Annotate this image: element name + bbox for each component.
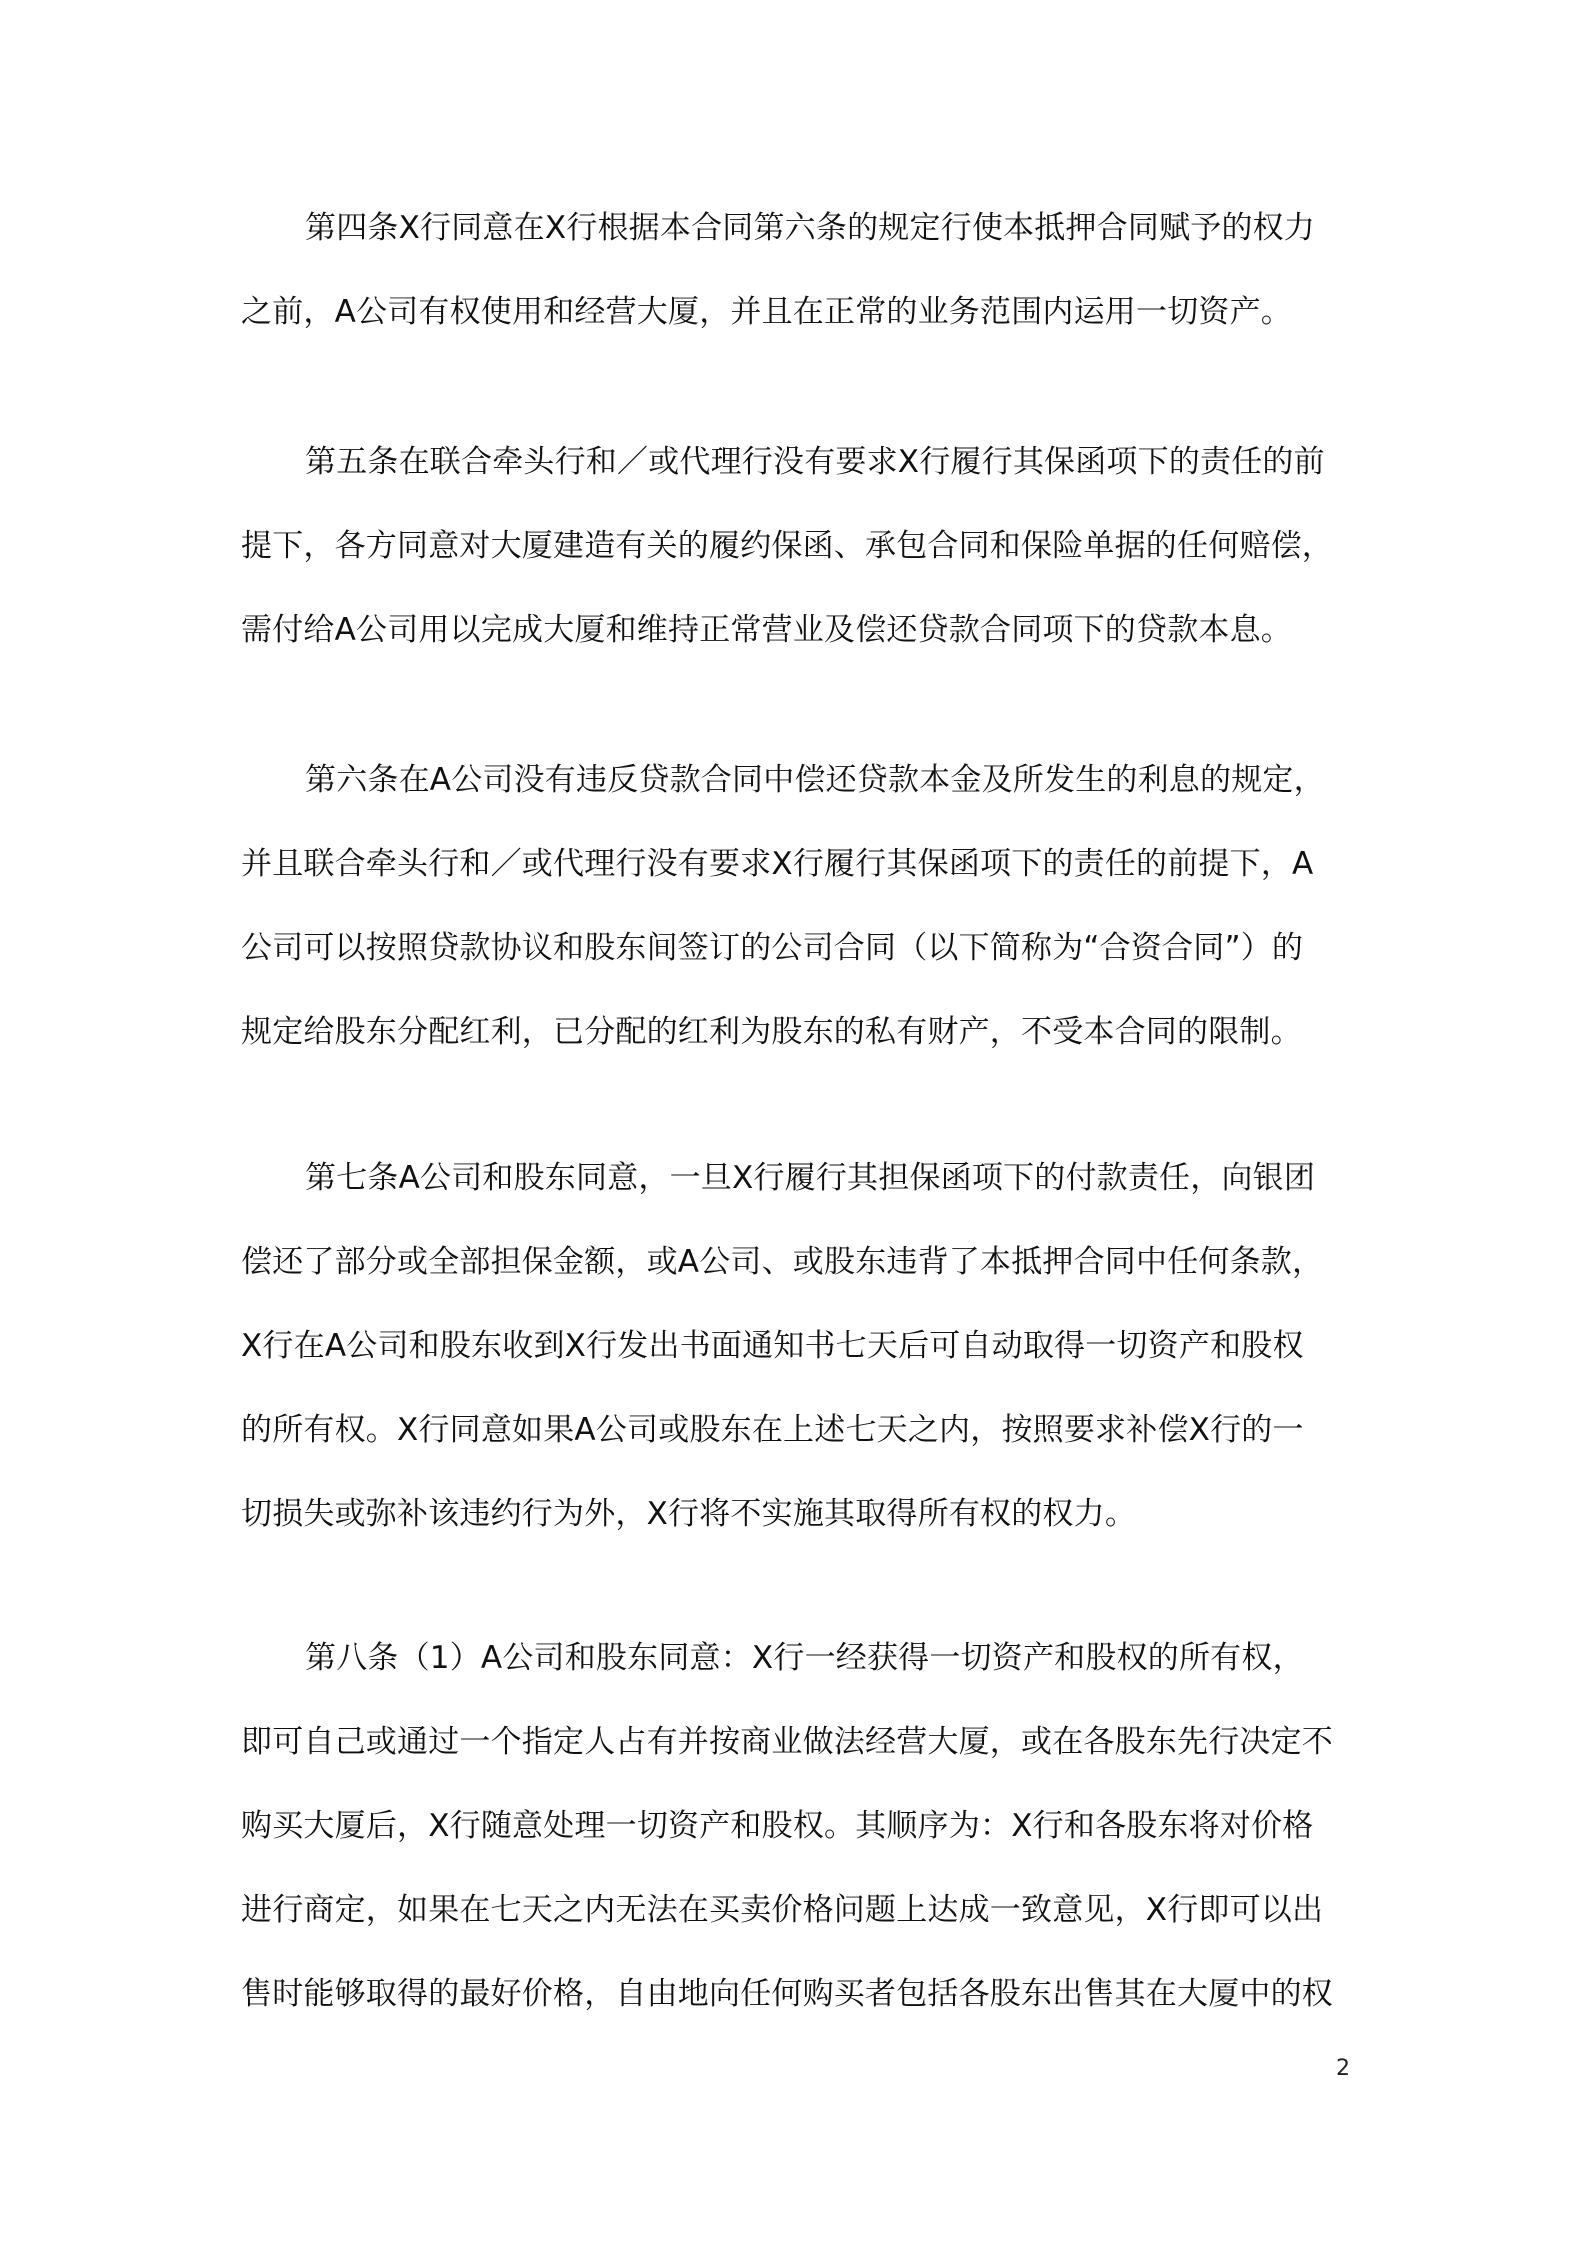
paragraph-line: 的所有权。X行同意如果A公司或股东在上述七天之内，按照要求补偿X行的一 — [241, 1412, 1304, 1448]
paragraph-line: 第七条A公司和股东同意，一旦X行履行其担保函项下的付款责任，向银团 — [305, 1160, 1316, 1196]
paragraph-line: 之前，A公司有权使用和经营大厦，并且在正常的业务范围内运用一切资产。 — [241, 294, 1293, 330]
paragraph-line: 公司可以按照贷款协议和股东间签订的公司合同（以下简称为“合资合同”）的 — [241, 930, 1304, 966]
paragraph-line: 规定给股东分配红利，已分配的红利为股东的私有财产，不受本合同的限制。 — [241, 1014, 1302, 1050]
article-4-paragraph — [241, 186, 1351, 354]
paragraph-line: 即可自己或通过一个指定人占有并按商业做法经营大厦，或在各股东先行决定不 — [241, 1724, 1333, 1760]
paragraph-line: 进行商定，如果在七天之内无法在买卖价格问题上达成一致意见，X行即可以出 — [241, 1892, 1324, 1928]
paragraph-line: 需付给A公司用以完成大厦和维持正常营业及偿还贷款合同项下的贷款本息。 — [241, 612, 1293, 648]
paragraph-line: 第四条X行同意在X行根据本合同第六条的规定行使本抵押合同赋予的权力 — [305, 210, 1316, 246]
paragraph-line: 切损失或弥补该违约行为外，X行将不实施其取得所有权的权力。 — [241, 1496, 1137, 1532]
page-number: 2 — [1336, 2056, 1350, 2081]
paragraph-line: 第八条（1）A公司和股东同意：X行一经获得一切资产和股权的所有权， — [305, 1640, 1304, 1676]
paragraph-line: 提下，各方同意对大厦建造有关的履约保函、承包合同和保险单据的任何赔偿， — [241, 528, 1333, 564]
paragraph-line: 第五条在联合牵头行和／或代理行没有要求X行履行其保函项下的责任的前 — [305, 444, 1325, 480]
article-6-paragraph — [241, 738, 1351, 1074]
article-5-paragraph — [241, 420, 1351, 672]
article-7-paragraph — [241, 1136, 1351, 1556]
article-8-paragraph — [241, 1616, 1351, 2036]
paragraph-line: 购买大厦后，X行随意处理一切资产和股权。其顺序为：X行和各股东将对价格 — [241, 1808, 1314, 1844]
paragraph-line: 并且联合牵头行和／或代理行没有要求X行履行其保函项下的责任的前提下，A — [241, 846, 1314, 882]
paragraph-line: 第六条在A公司没有违反贷款合同中偿还贷款本金及所发生的利息的规定， — [305, 762, 1325, 798]
paragraph-line: 售时能够取得的最好价格，自由地向任何购买者包括各股东出售其在大厦中的权 — [241, 1976, 1333, 2012]
paragraph-line: X行在A公司和股东收到X行发出书面通知书七天后可自动取得一切资产和股权 — [241, 1328, 1304, 1364]
paragraph-line: 偿还了部分或全部担保金额，或A公司、或股东违背了本抵押合同中任何条款， — [241, 1244, 1324, 1280]
